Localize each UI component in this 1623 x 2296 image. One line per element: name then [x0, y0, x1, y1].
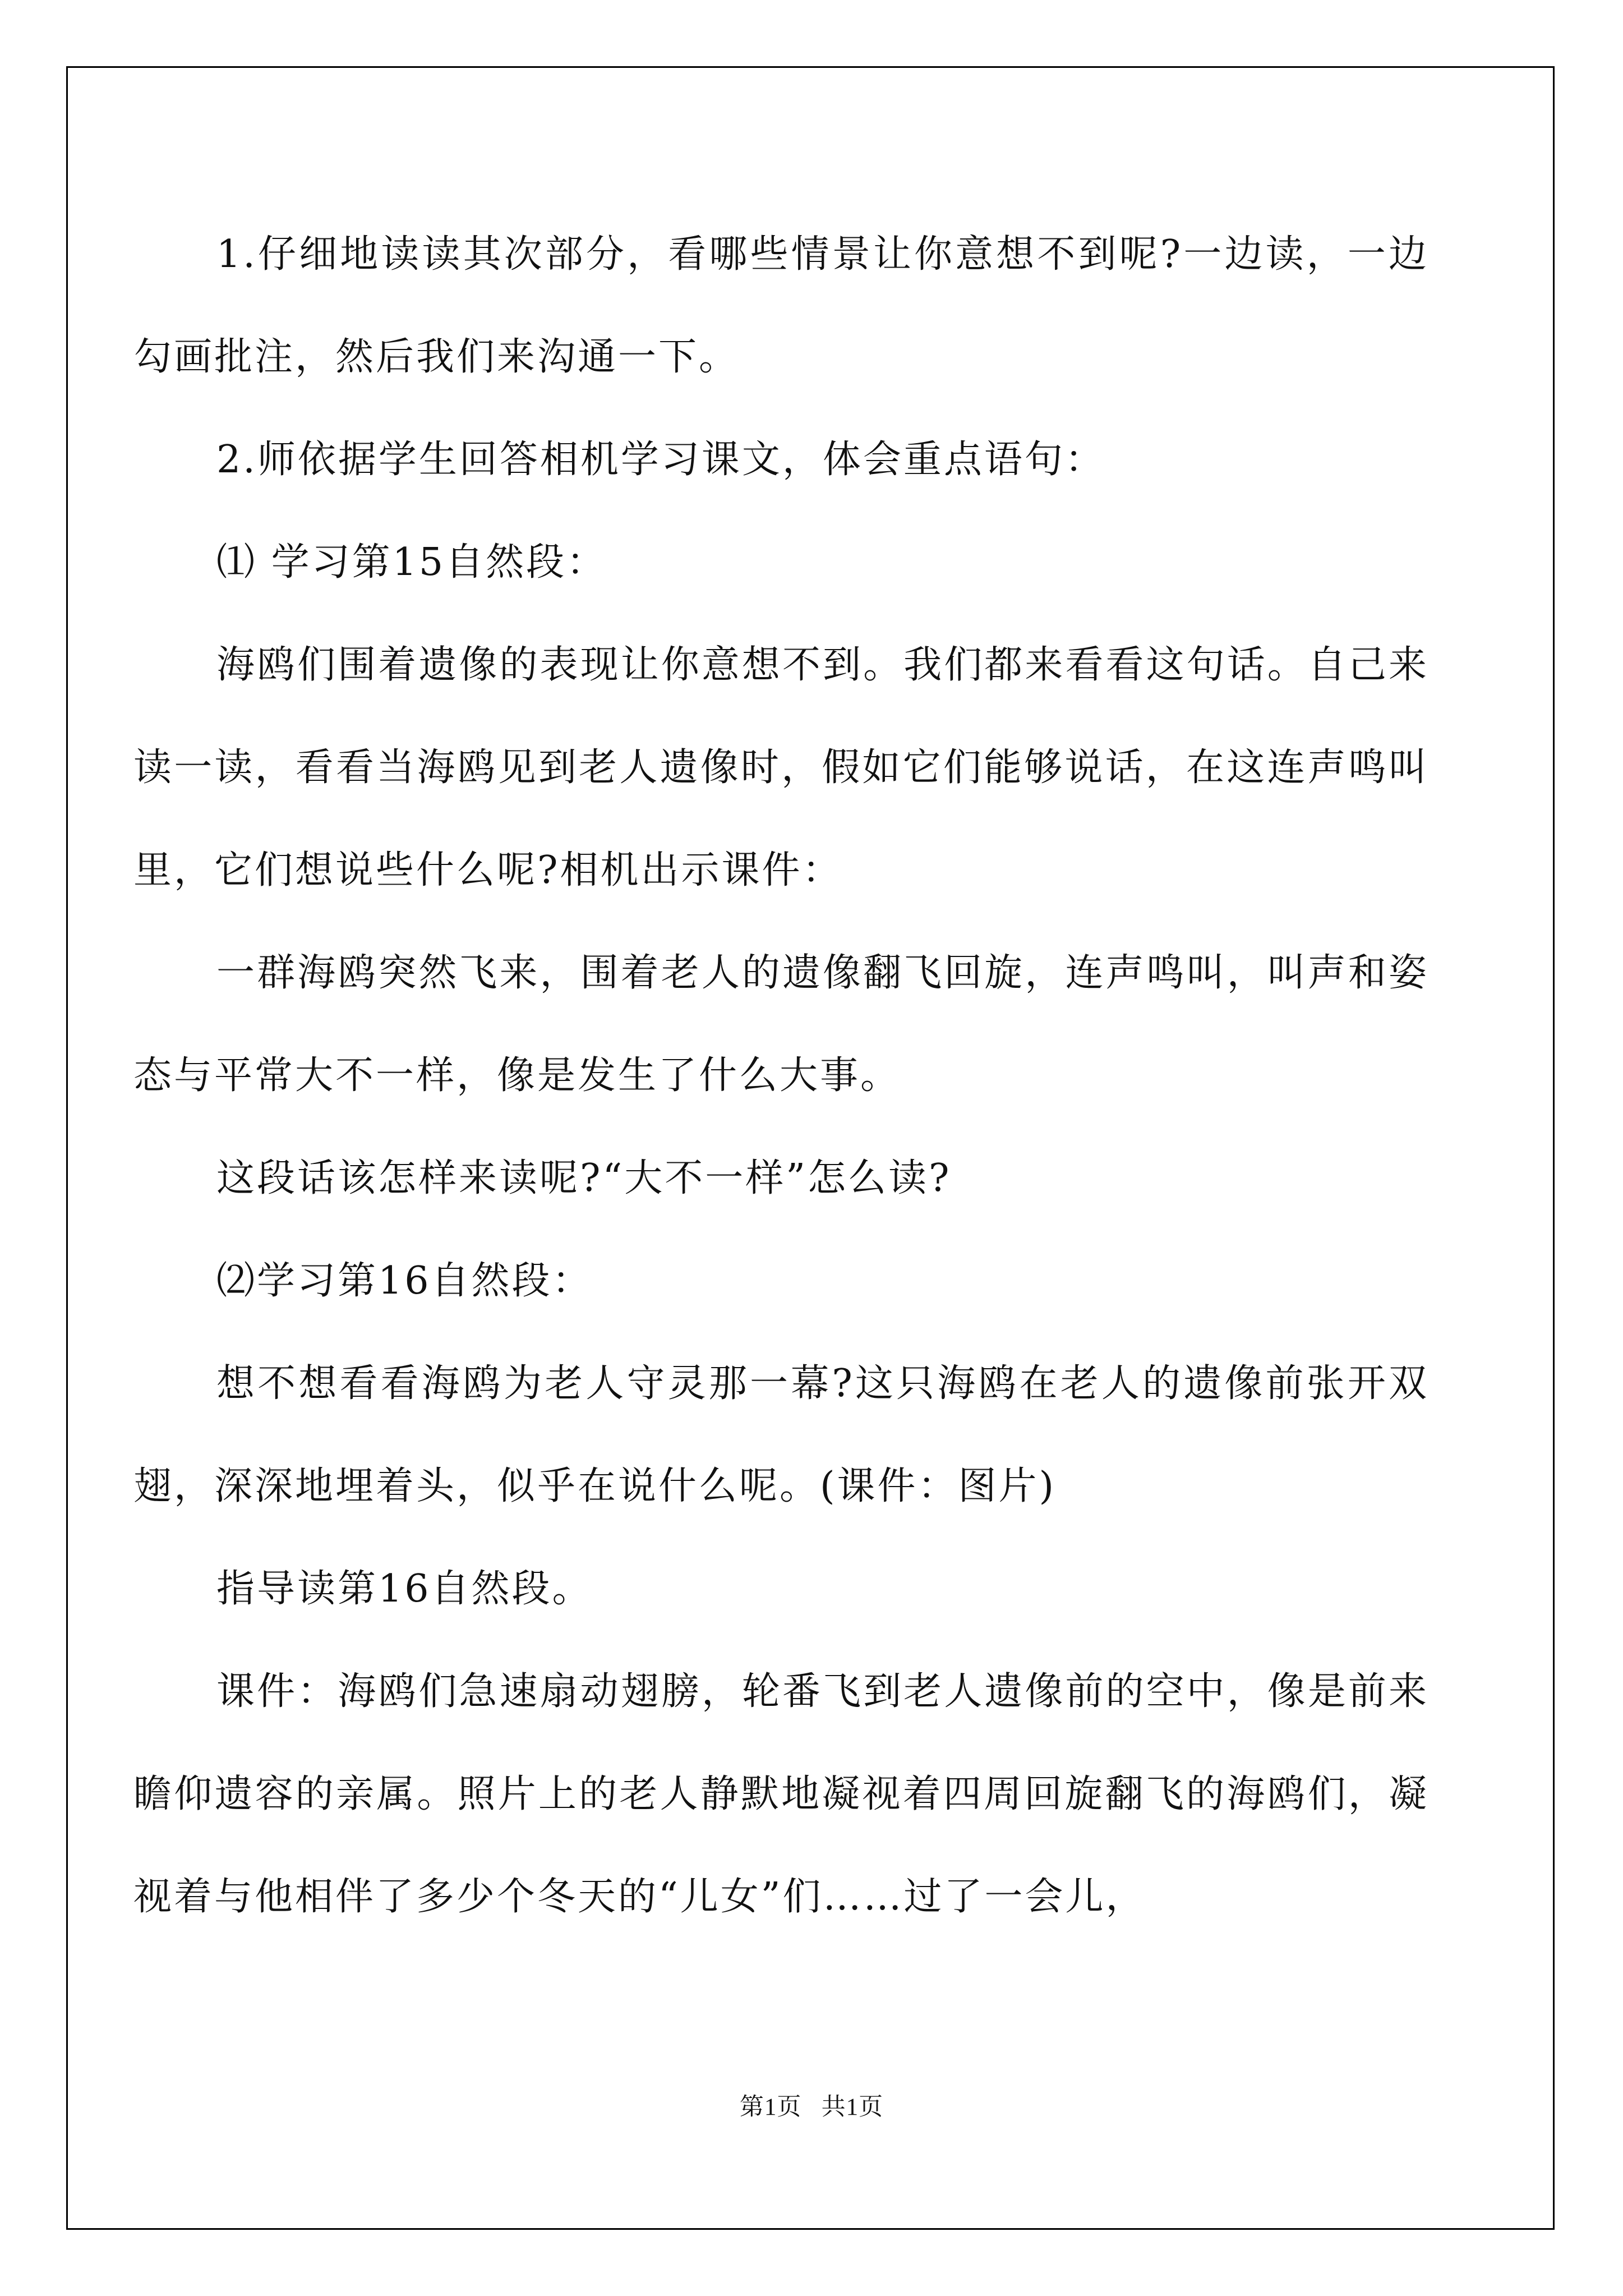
paragraph-7-heading: ⑵学习第16自然段： [216, 1259, 593, 1303]
paragraph-1: 1.仔细地读读其次部分，看哪些情景让你意想不到呢?一边读，一边勾画批注，然后我们来沟通一下。 [133, 232, 1429, 379]
paragraph-2: 2.师依据学生回答相机学习课文，体会重点语句： [216, 438, 1105, 482]
paragraph-9: 指导读第16自然段。 [216, 1567, 593, 1611]
paragraph-6: 这段话该怎样来读呢?“大不一样”怎么读? [216, 1156, 952, 1200]
page-number: 第1页 [739, 2094, 802, 2120]
paragraph-4: 海鸥们围着遗像的表现让你意想不到。我们都来看看这句话。自己来读一读，看看当海鸥见到老人遗像时，假如它们能够说话，在这连声鸣叫里，它们想说些什么呢?相机出示课件： [133, 643, 1429, 892]
paragraph-10-courseware: 课件：海鸥们急速扇动翅膀，轮番飞到老人遗像前的空中，像是前来瞻仰遗容的亲属。照片上的老人静默地凝视着四周回旋翻飞的海鸥们，凝视着与他相伴了多少个冬天的“儿女”们……过了一会儿， [133, 1669, 1429, 1919]
paragraph-3-heading: ⑴ 学习第15自然段： [216, 540, 607, 585]
page-total: 共1页 [821, 2094, 884, 2120]
paragraph-5-quote: 一群海鸥突然飞来，围着老人的遗像翻飞回旋，连声鸣叫，叫声和姿态与平常大不一样，像是发生了什么大事。 [133, 951, 1429, 1098]
paragraph-8: 想不想看看海鸥为老人守灵那一幕?这只海鸥在老人的遗像前张开双翅，深深地埋着头，似乎在说什么呢。(课件：图片) [133, 1361, 1429, 1508]
page-footer [0, 2088, 1623, 2122]
